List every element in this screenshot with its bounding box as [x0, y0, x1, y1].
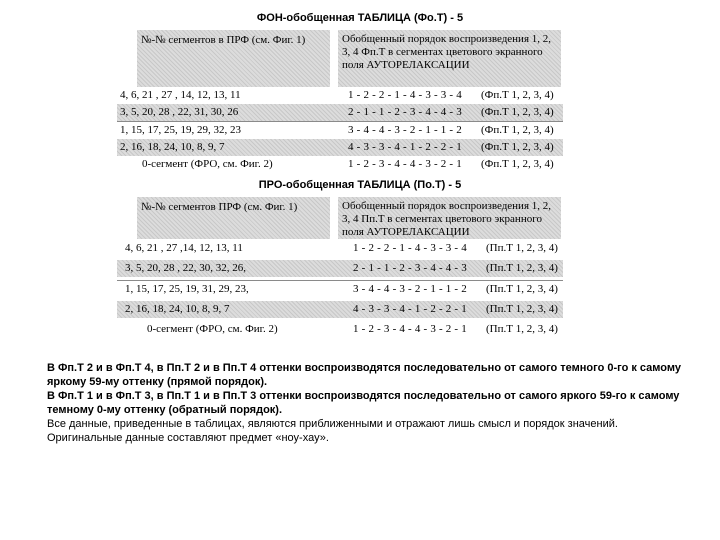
table-row: [117, 280, 563, 298]
row-fons: (Фп.Т 1, 2, 3, 4): [481, 141, 554, 153]
row-fons: (Пп.Т 1, 2, 3, 4): [486, 283, 558, 295]
fon-header-order: Обобщенный порядок воспроизведения 1, 2, 3, 4 Фп.Т в сегментах цветового экранного поля АУТОРЕЛАКСАЦИИ: [338, 30, 561, 87]
table-row: [117, 301, 563, 318]
row-segments: 1, 15, 17, 25, 19, 29, 32, 23: [120, 124, 241, 136]
table-row: [117, 240, 563, 257]
row-order: 3 - 4 - 4 - 3 - 2 - 1 - 1 - 2: [348, 124, 462, 136]
row-segments: 0-сегмент (ФРО, см. Фиг. 2): [142, 158, 273, 170]
row-segments: 1, 15, 17, 25, 19, 31, 29, 23,: [125, 283, 249, 295]
table-row: [117, 260, 563, 277]
row-order: 1 - 2 - 2 - 1 - 4 - 3 - 3 - 4: [348, 89, 462, 101]
row-segments: 3, 5, 20, 28 , 22, 30, 32, 26,: [125, 262, 246, 274]
row-order: 4 - 3 - 3 - 4 - 1 - 2 - 2 - 1: [348, 141, 462, 153]
fon-table-header: [117, 30, 563, 87]
row-order: 1 - 2 - 2 - 1 - 4 - 3 - 3 - 4: [353, 242, 467, 254]
notes: [47, 361, 687, 445]
fon-header-segments: №-№ сегментов в ПРФ (см. Фиг. 1): [137, 30, 330, 87]
fon-table: [117, 30, 563, 173]
row-order: 2 - 1 - 1 - 2 - 3 - 4 - 4 - 3: [353, 262, 467, 274]
row-segments: 2, 16, 18, 24, 10, 8, 9, 7: [125, 303, 230, 315]
row-order: 3 - 4 - 4 - 3 - 2 - 1 - 1 - 2: [353, 283, 467, 295]
table-row: [117, 139, 563, 156]
row-fons: (Пп.Т 1, 2, 3, 4): [486, 262, 558, 274]
note-direct-order: В Фп.Т 2 и в Фп.Т 4, в Пп.Т 2 и в Пп.Т 4 оттенки воспроизводятся последовательно от самого темного 0-го к самому яркому 59-му оттенку (прямой порядок).: [47, 362, 681, 388]
row-segments: 2, 16, 18, 24, 10, 8, 9, 7: [120, 141, 225, 153]
note-reverse-order: В Фп.Т 1 и в Фп.Т 3, в Пп.Т 1 и в Пп.Т 3 оттенки воспроизводятся последовательно от самого яркого 59-го к самому темному 0-му оттенку (обратный порядок).: [47, 390, 680, 416]
row-fons: (Пп.Т 1, 2, 3, 4): [486, 242, 558, 254]
row-fons: (Фп.Т 1, 2, 3, 4): [481, 124, 554, 136]
row-segments: 3, 5, 20, 28 , 22, 31, 30, 26: [120, 106, 239, 118]
row-segments: 4, 6, 21 , 27 , 14, 12, 13, 11: [120, 89, 241, 101]
pro-header-order: Обобщенный порядок воспроизведения 1, 2, 3, 4 Пп.Т в сегментах цветового экранного поля АУТОРЕЛАКСАЦИИ: [338, 197, 561, 239]
table-row: [117, 156, 563, 173]
table-row: [117, 104, 563, 121]
pro-header-segments: №-№ сегментов ПРФ (см. Фиг. 1): [137, 197, 330, 239]
note-disclaimer: Все данные, приведенные в таблицах, являются приближенными и отражают лишь смысл и порядок значений. Оригинальные данные составляют предмет «ноу-хау».: [47, 418, 618, 444]
row-segments: 0-сегмент (ФРО, см. Фиг. 2): [147, 323, 278, 335]
table-row: [117, 121, 563, 139]
row-fons: (Фп.Т 1, 2, 3, 4): [481, 89, 554, 101]
table-row: [117, 321, 563, 338]
row-order: 1 - 2 - 3 - 4 - 4 - 3 - 2 - 1: [348, 158, 462, 170]
fon-table-title: ФОН-обобщенная ТАБЛИЦА (Фо.Т) - 5: [256, 12, 464, 24]
row-order: 2 - 1 - 1 - 2 - 3 - 4 - 4 - 3: [348, 106, 462, 118]
row-fons: (Фп.Т 1, 2, 3, 4): [481, 106, 554, 118]
row-order: 1 - 2 - 3 - 4 - 4 - 3 - 2 - 1: [353, 323, 467, 335]
row-fons: (Пп.Т 1, 2, 3, 4): [486, 323, 558, 335]
pro-table: [117, 197, 563, 338]
table-row: [117, 87, 563, 104]
pro-table-title: ПРО-обобщенная ТАБЛИЦА (По.Т) - 5: [258, 179, 462, 191]
row-fons: (Пп.Т 1, 2, 3, 4): [486, 303, 558, 315]
pro-table-header: [117, 197, 563, 239]
row-order: 4 - 3 - 3 - 4 - 1 - 2 - 2 - 1: [353, 303, 467, 315]
row-fons: (Фп.Т 1, 2, 3, 4): [481, 158, 554, 170]
row-segments: 4, 6, 21 , 27 ,14, 12, 13, 11: [125, 242, 243, 254]
